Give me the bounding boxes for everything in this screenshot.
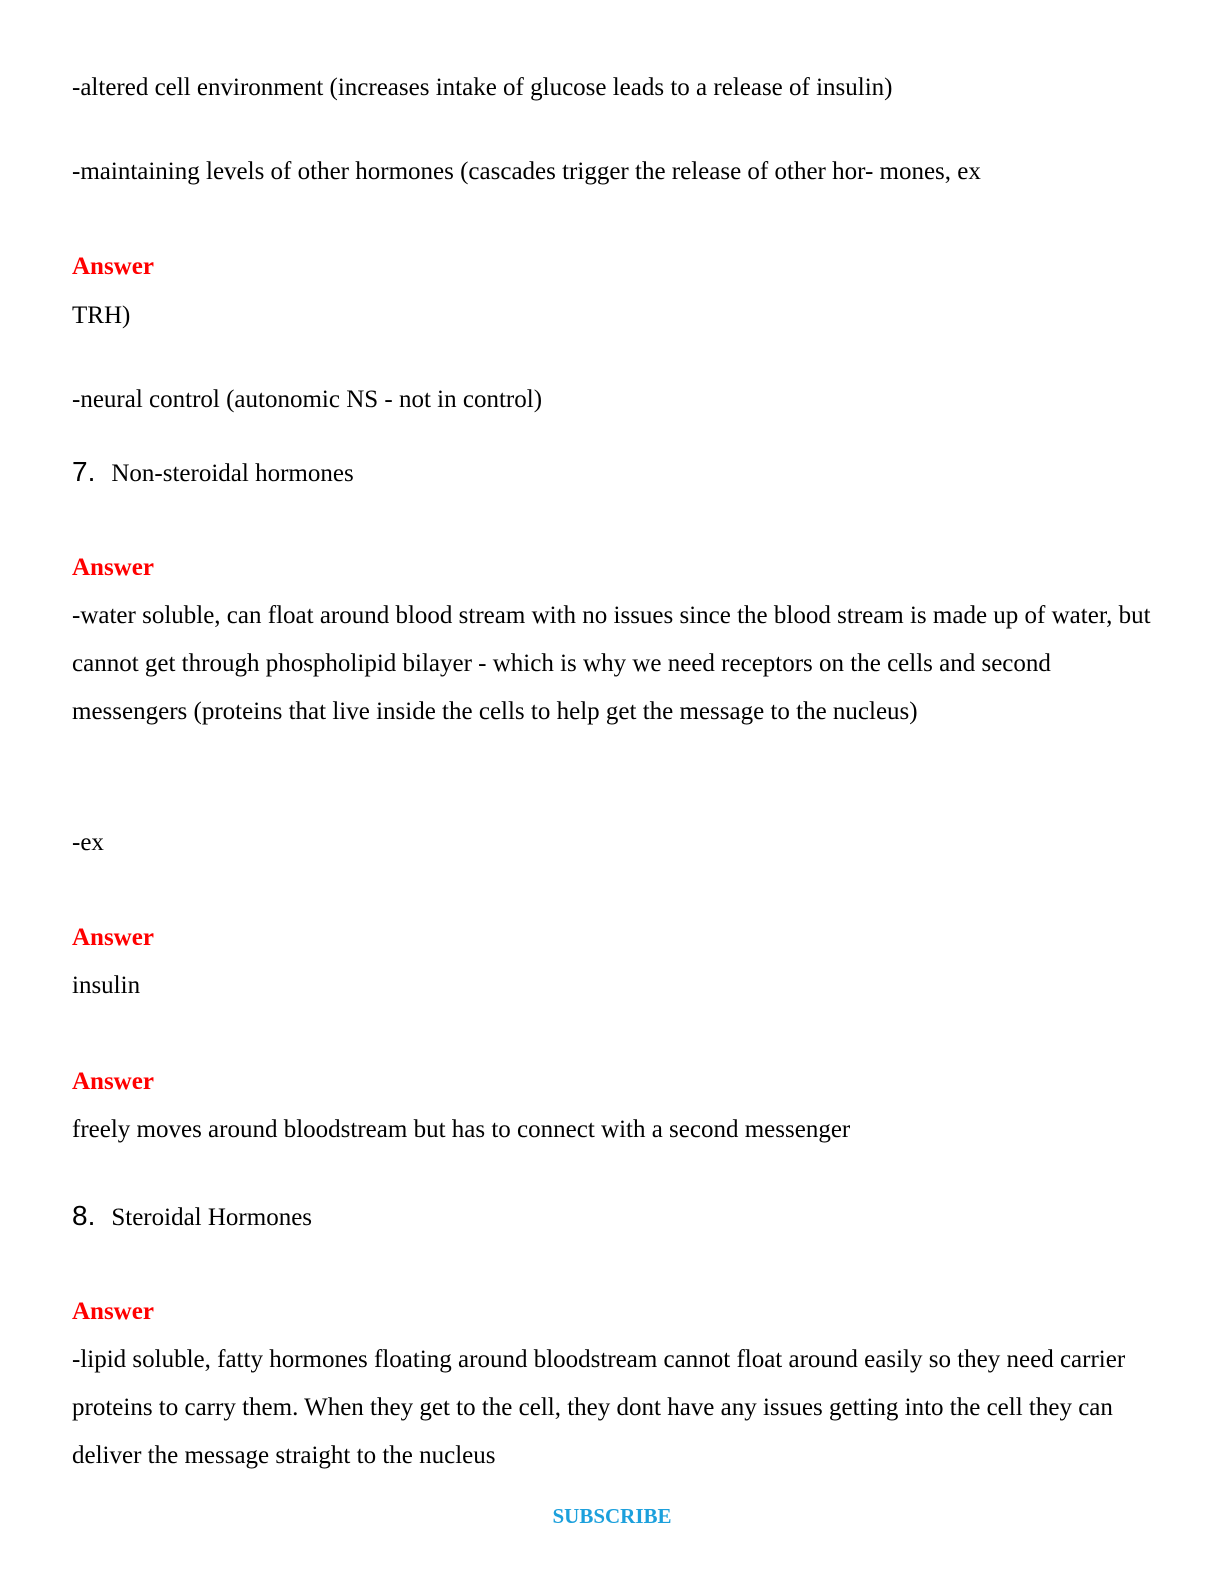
answer-label: Answer — [72, 1068, 154, 1095]
answer-label: Answer — [72, 554, 154, 581]
answer-text-freely-moves: freely moves around bloodstream but has to connect with a second messenger — [72, 1116, 851, 1143]
body-text-ex: -ex — [72, 829, 104, 856]
answer-text-insulin: insulin — [72, 972, 141, 999]
answer-text-steroidal: -lipid soluble, fatty hormones floating around bloodstream cannot float around easily so they need carrier proteins to carry them. When they get to the cell, they dont have any issues getting into the cell they can deliver the message straight to the nucleus — [72, 1346, 1126, 1469]
question-number: 7. — [72, 456, 96, 487]
answer-label: Answer — [72, 1298, 154, 1325]
question-title: Non-steroidal hormones — [111, 460, 354, 487]
answer-label: Answer — [72, 253, 154, 280]
answer-text-non-steroidal: -water soluble, can float around blood stream with no issues since the blood stream is made up of water, but cannot get through phospholipid bilayer - which is why we need receptors on the cells and second messengers (proteins that live inside the cells to help get the message to the nucleus) — [72, 602, 1151, 725]
body-text-maintaining-hormones: -maintaining levels of other hormones (cascades trigger the release of other hor- mones, ex — [72, 158, 981, 185]
question-7 — [72, 448, 354, 498]
question-8 — [72, 1192, 312, 1242]
body-text-neural-control: -neural control (autonomic NS - not in control) — [72, 386, 543, 413]
question-number: 8. — [72, 1200, 96, 1231]
body-text-altered-cell-environment: -altered cell environment (increases intake of glucose leads to a release of insulin) — [72, 74, 893, 101]
subscribe-link[interactable]: SUBSCRIBE — [552, 1504, 672, 1528]
answer-label: Answer — [72, 924, 154, 951]
question-title: Steroidal Hormones — [111, 1204, 313, 1231]
answer-text-trh: TRH) — [72, 302, 131, 329]
